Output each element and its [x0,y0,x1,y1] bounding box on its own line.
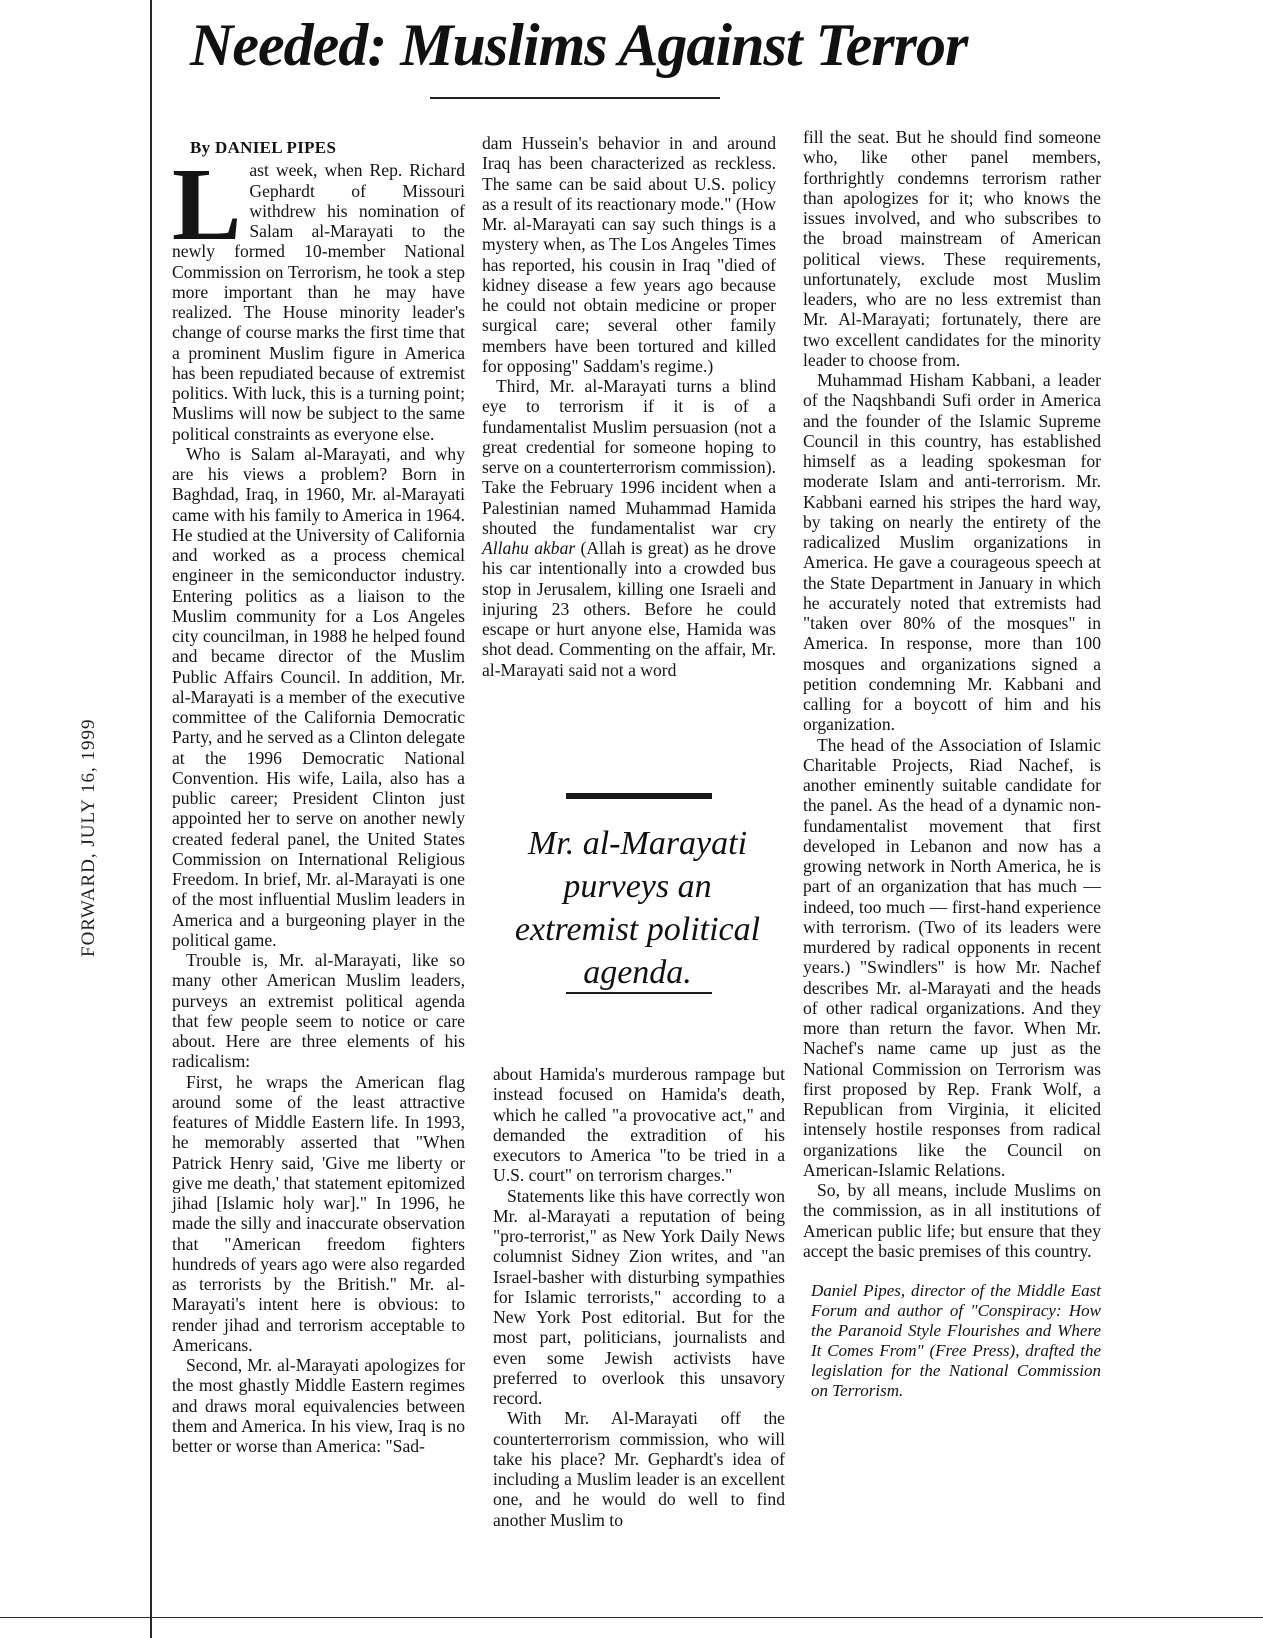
paragraph: So, by all means, include Muslims on the commission, as in all institutions of American public life; but ensure that they accept the basic premises of this country. [803,1180,1101,1261]
paragraph: Trouble is, Mr. al-Marayati, like so many other American Muslim leaders, purveys an extremist political agenda that few people seem to notice or care about. Here are three elements of his radicalism: [172,950,465,1072]
paragraph: First, he wraps the American flag around some of the least attractive features of Middle Eastern life. In 1993, he memorably asserted that "When Patrick Henry said, 'Give me liberty or give me death,' that statement epitomized jihad [Islamic holy war]." In 1996, he made the silly and inaccurate observation that "American freedom fighters hundreds of years ago were also regarded as terrorists by the British." Mr. al-Marayati's intent here is obvious: to render jihad and terrorism acceptable to Americans. [172,1071,465,1355]
paragraph: about Hamida's murderous rampage but instead focused on Hamida's death, which he called "a provocative act," and demanded the extradition of his executors to America "to be tried in a U.S. court" on terrorism charges." [493,1064,785,1186]
headline-rule [430,97,720,99]
paragraph: The head of the Association of Islamic Charitable Projects, Riad Nachef, is another eminently suitable candidate for the panel. As the head of a dynamic non-fundamentalist movement that first developed in Lebanon and now has a growing network in North America, he is part of an organization that has much — indeed, too much — first-hand experience with terrorism. (Two of its leaders were murdered by radical opponents in recent years.) "Swindlers" is how Mr. Nachef describes Mr. al-Marayati and the heads of other radical organizations. And they more than return the favor. When Mr. Nachef's name came up just as the National Commission on Terrorism was first proposed by Rep. Frank Wolf, a Republican from Virginia, it elicited intensely hostile responses from radical organizations like the Council on American-Islamic Relations. [803,734,1101,1180]
drop-cap: L [172,147,242,263]
article-column-3 [803,127,1101,1401]
paragraph: dam Hussein's behavior in and around Iraq has been characterized as reckless. The same can be said about U.S. policy as a result of its reactionary mode." (How Mr. al-Marayati can say such things is a mystery when, as The Los Angeles Times has reported, his cousin in Iraq "died of kidney disease a few years ago because he could not obtain medicine or proper surgical care; several other family members have been tortured and killed for opposing" Saddam's regime.) [482,133,776,376]
pull-quote-bottom-rule [566,992,712,994]
headline: Needed: Muslims Against Terror [190,12,968,78]
article-column-2-top [482,133,776,680]
byline: By DANIEL PIPES [190,138,337,157]
article-column-2-bottom [493,1064,785,1530]
author-bio [803,1281,1101,1401]
dateline: FORWARD, JULY 16, 1999 [78,718,99,957]
author-bio-text: Daniel Pipes, director of the Middle East Forum and author of "Conspiracy: How the Paranoid Style Flourishes and Where It Comes From" (Free Press), drafted the legislation for the National Commission on Terrorism. [811,1281,1101,1400]
paragraph: fill the seat. But he should find someone who, like other panel members, forthrightly condemns terrorism rather than apologizes for it; who knows the issues involved, and who subscribes to the broad mainstream of American political views. These requirements, unfortunately, exclude most Muslim leaders, who are no less extremist than Mr. Al-Marayati; fortunately, there are two excellent candidates for the minority leader to choose from. [803,127,1101,370]
paragraph-lead: Last week, when Rep. Richard Gephardt of Missouri withdrew his nomination of Salam al-Marayati to the newly formed 10-member National Commission on Terrorism, he took a step more important than he may have realized. The House minority leader's change of course marks the first time that a prominent Muslim figure in America has been repudiated because of extremist politics. With luck, this is a turning point; Muslims will now be subject to the same political constraints as everyone else. [172,147,465,444]
article-column-1 [172,138,465,1456]
paragraph: Second, Mr. al-Marayati apologizes for the most ghastly Middle Eastern regimes and draws moral equivalencies between them and America. In his view, Iraq is no better or worse than America: "Sad- [172,1355,465,1456]
pull-quote-top-rule [566,793,712,799]
paragraph: Who is Salam al-Marayati, and why are his views a problem? Born in Baghdad, Iraq, in 1960, Mr. al-Marayati came with his family to America in 1964. He studied at the University of California and worked as a process chemical engineer in the semiconductor industry. Entering politics as a liaison to the Muslim community for a Los Angeles city councilman, in 1988 he helped found and became director of the Muslim Public Affairs Council. In addition, Mr. al-Marayati is a member of the executive committee of the California Democratic Party, and he served as a Clinton delegate at the 1996 Democratic National Convention. His wife, Laila, also has a public career; President Clinton just appointed her to serve on another newly created federal panel, the United States Commission on International Religious Freedom. In brief, Mr. al-Marayati is one of the most influential Muslim leaders in America and a burgeoning player in the political game. [172,443,465,950]
paragraph: Muhammad Hisham Kabbani, a leader of the Naqshbandi Sufi order in America and the founder of the Islamic Supreme Council in this country, has established himself as a leading spokesman for moderate Islam and anti-terrorism. Mr. Kabbani earned his stripes the hard way, by taking on nearly the entirety of the radicalized Muslim organizations in America. He gave a courageous speech at the State Department in January in which he accurately noted that extremists had "taken over 80% of the mosques" in America. In response, more than 100 mosques and organizations signed a petition condemning Mr. Kabbani and calling for a boycott of him and his organization. [803,370,1101,735]
left-border-line [150,0,152,1638]
paragraph: Third, Mr. al-Marayati turns a blind eye to terrorism if it is of a fundamentalist Muslim persuasion (not a great credential for someone hoping to serve on a counterterrorism commission). Take the February 1996 incident when a Palestinian named Muhammad Hamida shouted the fundamentalist war cry Allahu akbar (Allah is great) as he drove his car intentionally into a crowded bus stop in Jerusalem, killing one Israeli and injuring 23 others. Before he could escape or hurt anyone else, Hamida was shot dead. Commenting on the affair, Mr. al-Marayati said not a word [482,376,776,680]
pull-quote: Mr. al-Marayati purveys an extremist political agenda. [514,825,761,991]
paragraph: With Mr. Al-Marayati off the counterterrorism commission, who will take his place? Mr. Gephardt's idea of including a Muslim leader is an excellent one, and he would do well to find another Muslim to [493,1408,785,1530]
bottom-border-line [0,1617,1263,1618]
emphasis-text: Allahu akbar [482,538,576,558]
paragraph: Statements like this have correctly won Mr. al-Marayati a reputation of being "pro-terrorist," as New York Daily News columnist Sidney Zion writes, and "an Israel-basher with disturbing sympathies for Islamic terrorists," according to a New York Post editorial. But for the most part, politicians, journalists and even some Jewish activists have preferred to overlook this unsavory record. [493,1185,785,1408]
